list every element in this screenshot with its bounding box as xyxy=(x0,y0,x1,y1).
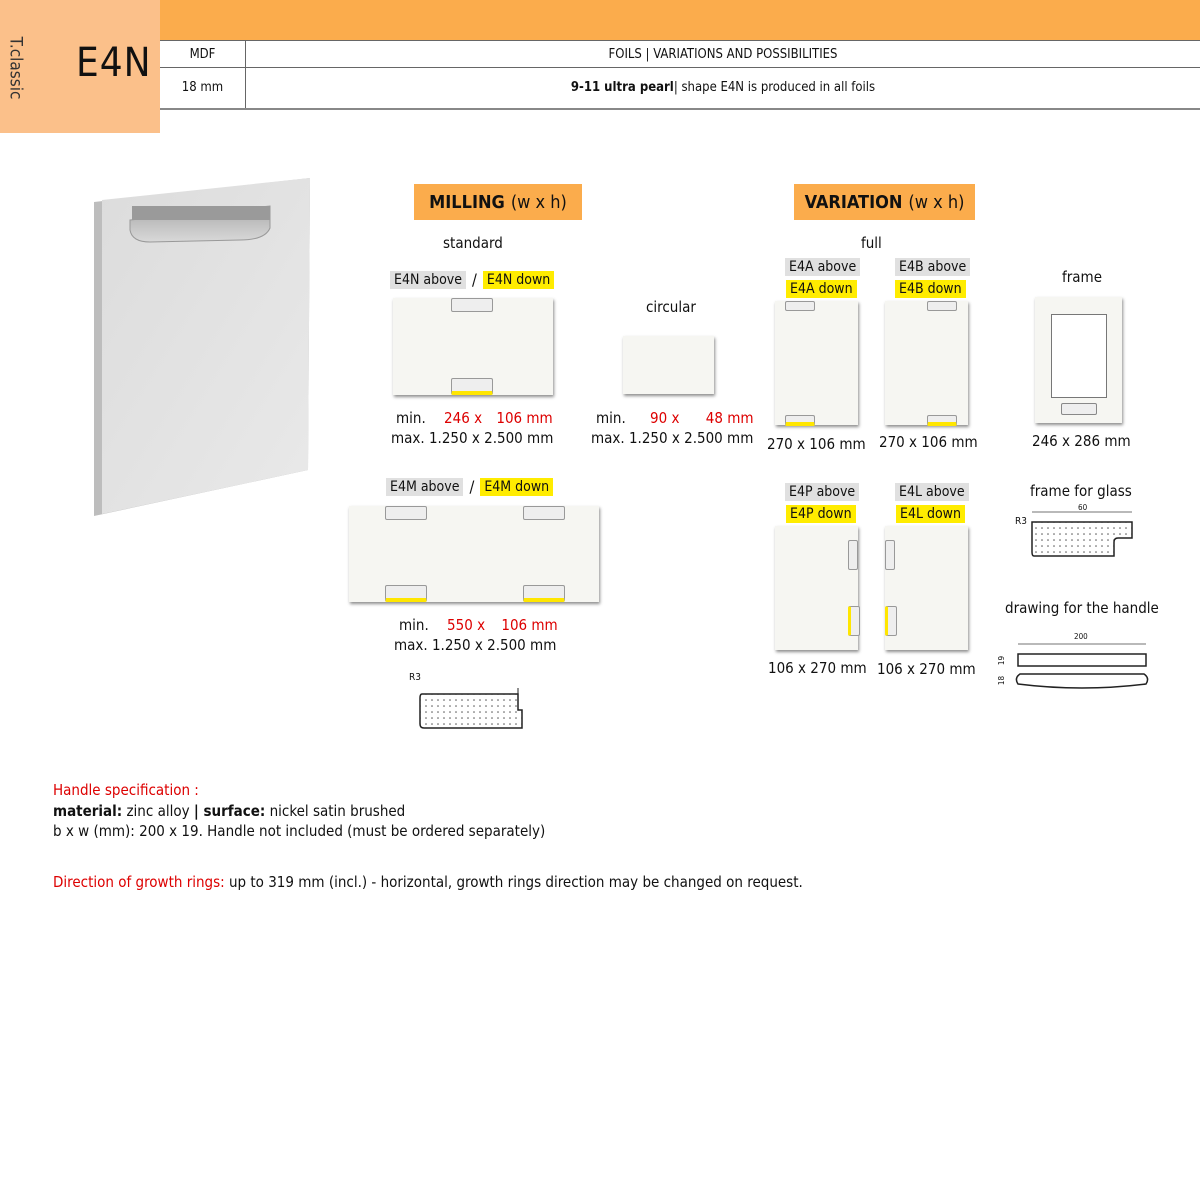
tag-e4m-above: E4M above xyxy=(386,478,463,496)
header-row-titles xyxy=(160,40,1200,68)
panel-e4b xyxy=(885,301,968,425)
handle-slot-bottom-left xyxy=(385,585,427,602)
e4m-tags xyxy=(386,477,553,496)
panel-e4a xyxy=(775,301,858,425)
circular-label: circular xyxy=(646,298,696,316)
tag-e4m-down: E4M down xyxy=(480,478,553,496)
panel-e4n xyxy=(393,298,553,395)
circ-max: max. 1.250 x 2.500 mm xyxy=(591,429,754,447)
handle-spec-title: Handle specification : xyxy=(53,781,199,799)
profile-drawing xyxy=(418,686,528,732)
frame-window xyxy=(1051,314,1107,398)
circ-min xyxy=(596,409,754,427)
variation-title xyxy=(794,184,975,220)
glass-label: frame for glass xyxy=(1030,482,1132,500)
panel-frame xyxy=(1035,297,1122,423)
milling-unit: (w x h) xyxy=(510,191,567,213)
material-value: zinc alloy xyxy=(122,802,194,820)
frame-label: frame xyxy=(1062,268,1103,286)
glass-profile-drawing xyxy=(1028,508,1138,560)
handle-slot-bottom-right xyxy=(523,585,565,602)
std-min xyxy=(396,409,553,427)
full-label: full xyxy=(861,234,882,252)
m-max: max. 1.250 x 2.500 mm xyxy=(394,636,557,654)
tag-e4p-down: E4P down xyxy=(786,505,856,523)
col1-header: MDF xyxy=(160,41,246,67)
milling-title-text: MILLING xyxy=(429,191,505,213)
tag-e4b-above: E4B above xyxy=(895,258,970,276)
e4p-slot-upper xyxy=(848,540,858,570)
circ-min-w: 90 x xyxy=(650,409,680,427)
product-code: E4N xyxy=(76,40,152,86)
m-min-w: 550 x xyxy=(447,616,486,634)
handle-slot-top-left xyxy=(385,506,427,520)
e4a-dim: 270 x 106 mm xyxy=(767,435,866,453)
handle-slot-top-right xyxy=(523,506,565,520)
e4p-dim: 106 x 270 mm xyxy=(768,659,867,677)
e4p-slot-lower xyxy=(848,606,860,636)
circ-min-label: min. xyxy=(596,409,626,427)
rings-value: up to 319 mm (incl.) - horizontal, growth rings direction may be changed on request. xyxy=(224,873,803,891)
handle-19-label: 19 xyxy=(997,655,1007,666)
m-min-label: min. xyxy=(399,616,429,634)
e4b-dim: 270 x 106 mm xyxy=(879,433,978,451)
std-max: max. 1.250 x 2.500 mm xyxy=(391,429,554,447)
tag-e4a-down: E4A down xyxy=(786,280,857,298)
tag-e4p-above: E4P above xyxy=(785,483,859,501)
tag-e4a-above: E4A above xyxy=(785,258,860,276)
panel-circular xyxy=(623,336,714,394)
variation-title-text: VARIATION xyxy=(804,191,903,213)
surface-value: nickel satin brushed xyxy=(265,802,406,820)
rings-label: Direction of growth rings: xyxy=(53,873,225,891)
tag-m-slash: / xyxy=(469,477,475,496)
header-row-values xyxy=(160,67,1200,110)
handle-slot-bottom xyxy=(451,378,493,395)
variation-unit: (w x h) xyxy=(908,191,965,213)
tag-e4l-above: E4L above xyxy=(895,483,969,501)
col2-value xyxy=(246,67,1200,108)
frame-dim: 246 x 286 mm xyxy=(1032,432,1131,450)
panel-e4p xyxy=(775,526,858,650)
milling-title xyxy=(414,184,582,220)
e4l-slot-lower xyxy=(885,606,897,636)
circ-min-h: 48 mm xyxy=(705,409,754,427)
profile-r-label: R3 xyxy=(409,672,421,683)
std-min-h: 106 mm xyxy=(496,409,553,427)
handle-slot-top xyxy=(451,298,493,312)
e4b-slot-top xyxy=(927,301,957,311)
tag-e4n-above: E4N above xyxy=(390,271,466,289)
tag-slash: / xyxy=(472,270,477,289)
col1-value: 18 mm xyxy=(160,67,246,108)
handle-drawing xyxy=(1010,640,1150,692)
top-orange-bar xyxy=(160,0,1200,40)
panel-e4m xyxy=(349,506,599,602)
handle-size-line: b x w (mm): 200 x 19. Handle not included (must be ordered separately) xyxy=(53,822,546,840)
panel-e4l xyxy=(885,526,968,650)
glass-60-label: 60 xyxy=(1078,503,1088,512)
e4l-dim: 106 x 270 mm xyxy=(877,660,976,678)
e4a-slot-bottom xyxy=(785,415,815,426)
brand-vertical-text: T.classic xyxy=(5,36,26,100)
standard-label: standard xyxy=(443,234,503,252)
std-min-label: min. xyxy=(396,409,426,427)
brand-vertical xyxy=(5,24,44,114)
surface-label: | surface: xyxy=(193,802,266,820)
foil-name: 9-11 ultra pearl xyxy=(570,80,674,95)
e4l-slot-upper xyxy=(885,540,895,570)
brand-block xyxy=(0,0,160,133)
e4b-slot-bottom xyxy=(927,415,957,426)
frame-handle xyxy=(1061,403,1097,415)
handle-drawing-label: drawing for the handle xyxy=(1005,599,1159,617)
m-min-h: 106 mm xyxy=(501,616,558,634)
handle-18-label: 18 xyxy=(997,675,1007,686)
col2-header: FOILS | VARIATIONS AND POSSIBILITIES xyxy=(608,46,838,62)
handle-200-label: 200 xyxy=(1074,632,1088,641)
material-label: material: xyxy=(53,802,123,820)
glass-r-label: R3 xyxy=(1015,516,1027,527)
std-min-w: 246 x xyxy=(444,409,483,427)
tag-e4b-down: E4B down xyxy=(895,280,966,298)
e4n-tags xyxy=(390,270,554,289)
foil-note: | shape E4N is produced in all foils xyxy=(673,80,876,95)
door-illustration xyxy=(80,170,320,530)
growth-rings-line xyxy=(53,873,803,891)
tag-e4l-down: E4L down xyxy=(896,505,965,523)
handle-material-line xyxy=(53,802,405,820)
m-min xyxy=(399,616,558,634)
tag-e4n-down: E4N down xyxy=(483,271,554,289)
e4a-slot-top xyxy=(785,301,815,311)
